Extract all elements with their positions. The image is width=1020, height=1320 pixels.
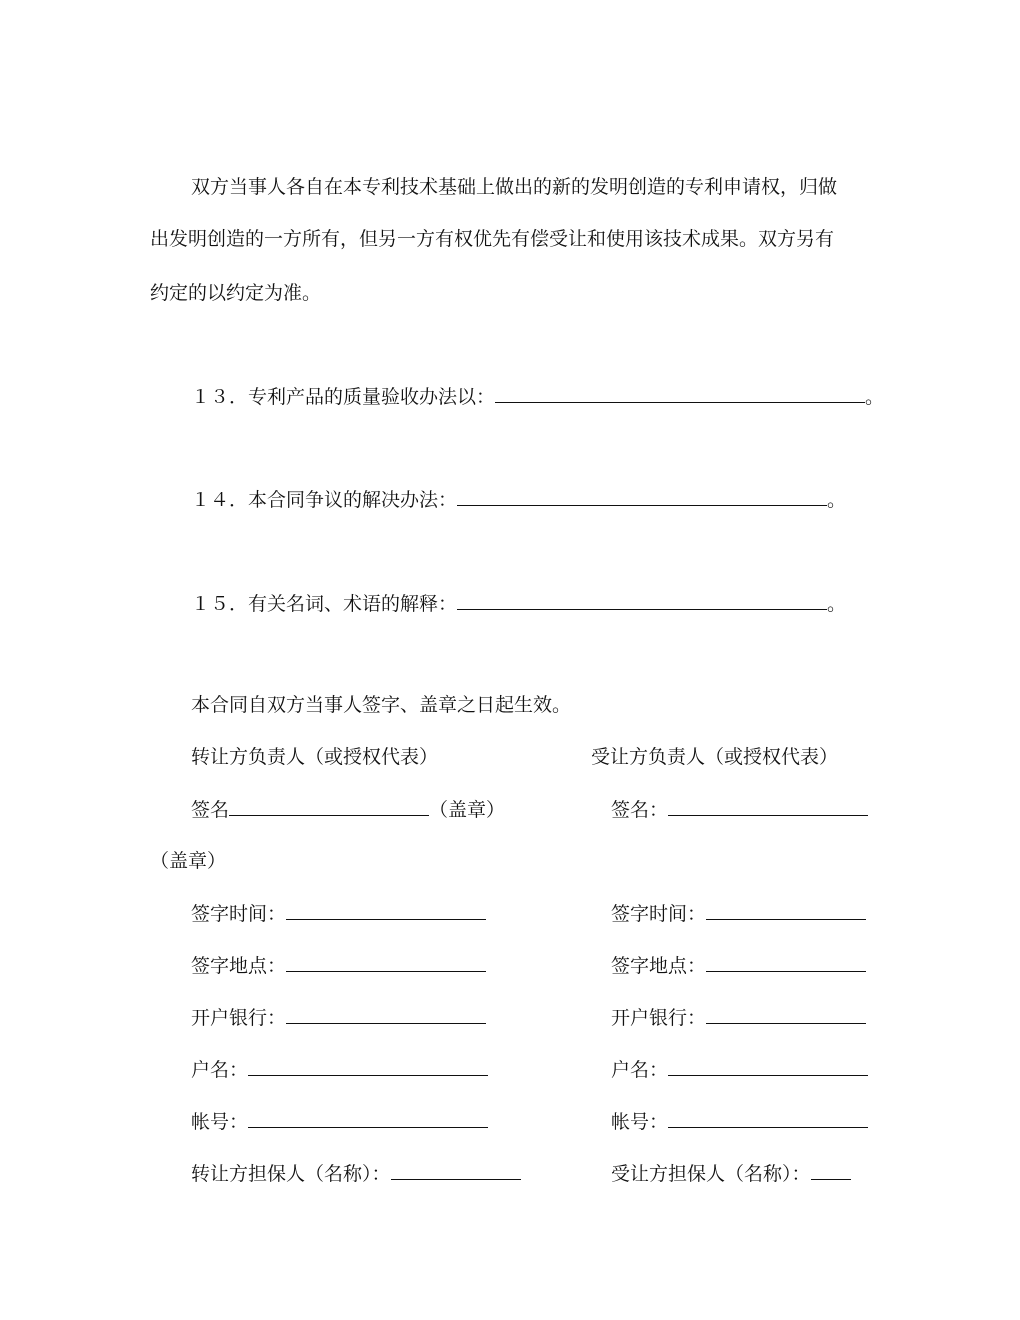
transferor-account-name-blank[interactable] [248,1057,488,1076]
paragraph-line-3: 约定的以约定为准。 [150,282,322,304]
transferor-sign-row [191,797,505,821]
seal-wrap-label: （盖章） [150,850,227,872]
clause-15-end: 。 [827,593,847,615]
transferee-account-no-blank[interactable] [668,1109,868,1128]
transferor-guarantor-row [191,1161,521,1185]
transferee-sign-blank[interactable] [668,797,868,816]
transferee-time-label: 签字时间： [611,903,707,925]
paragraph-line-2: 出发明创造的一方所有，但另一方有权优先有偿受让和使用该技术成果。双方另有 [150,228,835,250]
clause-13-blank[interactable] [495,384,865,403]
transferor-guarantor-blank[interactable] [391,1161,521,1180]
transferee-account-name-label: 户名： [611,1059,669,1081]
transferee-bank-row [611,1005,866,1029]
transferor-account-no-blank[interactable] [248,1109,488,1128]
transferor-account-name-row [191,1057,488,1081]
transferee-time-blank[interactable] [706,901,866,920]
transferor-account-name-label: 户名： [191,1059,249,1081]
clause-14-label: １４．本合同争议的解决办法： [191,489,458,511]
clause-14-end: 。 [827,489,847,511]
transferee-account-name-row [611,1057,868,1081]
transferor-guarantor-label: 转让方担保人（名称）： [191,1163,391,1185]
clause-14-blank[interactable] [457,487,827,506]
transferor-time-row [191,901,486,925]
clause-15 [191,591,846,615]
transferee-sign-row [611,797,868,821]
transferee-title: 受让方负责人（或授权代表） [591,746,839,768]
clause-15-blank[interactable] [457,591,827,610]
transferor-bank-row [191,1005,486,1029]
transferee-sign-label: 签名： [611,799,669,821]
transferor-bank-blank[interactable] [286,1005,486,1024]
clause-14 [191,487,846,511]
transferee-place-label: 签字地点： [611,955,707,977]
transferor-place-label: 签字地点： [191,955,287,977]
transferee-place-blank[interactable] [706,953,866,972]
clause-13-end: 。 [865,386,885,408]
transferor-sign-blank[interactable] [229,797,429,816]
transferor-seal-label: （盖章） [429,799,506,821]
transferee-account-no-label: 帐号： [611,1111,669,1133]
transferee-place-row [611,953,866,977]
transferee-account-no-row [611,1109,868,1133]
transferor-account-no-row [191,1109,488,1133]
paragraph-line-1: 双方当事人各自在本专利技术基础上做出的新的发明创造的专利申请权，归做 [191,176,838,198]
transferee-guarantor-blank[interactable] [811,1161,851,1180]
clause-13-label: １３．专利产品的质量验收办法以： [191,386,496,408]
transferor-place-row [191,953,486,977]
transferee-account-name-blank[interactable] [668,1057,868,1076]
effective-statement: 本合同自双方当事人签字、盖章之日起生效。 [191,694,572,716]
transferee-guarantor-row [611,1161,851,1185]
transferee-bank-label: 开户银行： [611,1007,707,1029]
transferee-time-row [611,901,866,925]
transferee-bank-blank[interactable] [706,1005,866,1024]
transferor-bank-label: 开户银行： [191,1007,287,1029]
clause-15-label: １５．有关名词、术语的解释： [191,593,458,615]
transferor-sign-label: 签名 [191,799,230,821]
transferor-time-label: 签字时间： [191,903,287,925]
transferor-title: 转让方负责人（或授权代表） [191,746,439,768]
transferor-place-blank[interactable] [286,953,486,972]
transferor-account-no-label: 帐号： [191,1111,249,1133]
transferor-time-blank[interactable] [286,901,486,920]
clause-13 [191,384,884,408]
transferee-guarantor-label: 受让方担保人（名称）： [611,1163,811,1185]
